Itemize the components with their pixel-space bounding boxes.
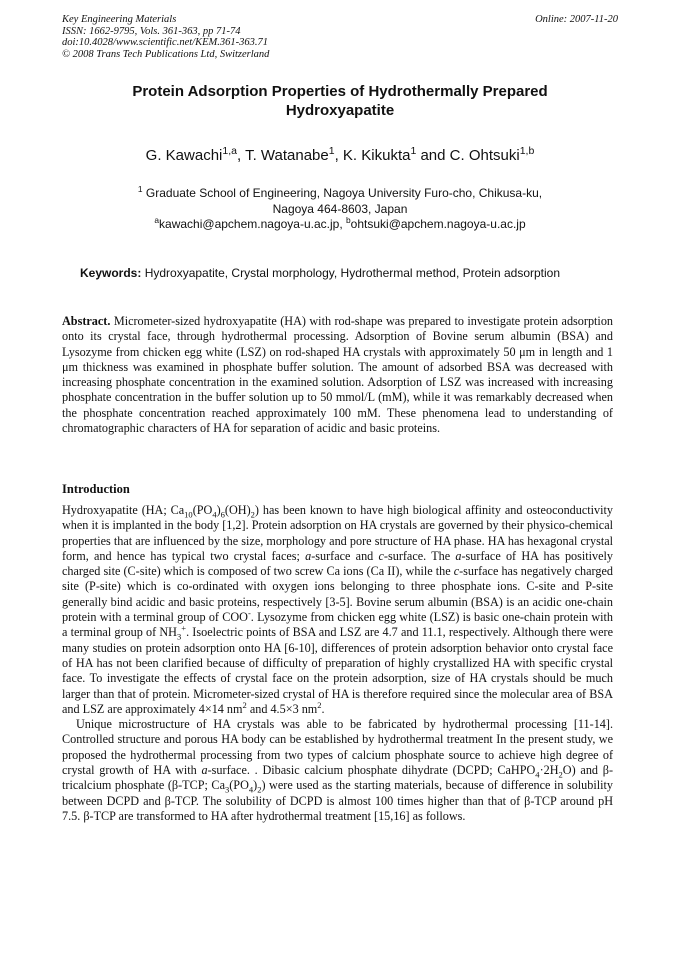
- affiliation-line-2: Nagoya 464-8603, Japan: [272, 201, 408, 216]
- keywords-line: [80, 266, 620, 281]
- email-a[interactable]: kawachi@apchem.nagoya-u.ac.jp,: [159, 217, 346, 231]
- author-affil-sup: 1,b: [519, 145, 535, 157]
- author-separator: ,: [236, 147, 246, 164]
- author-list: [62, 146, 618, 166]
- affiliation-block: [62, 186, 618, 233]
- affiliation-sup: 1: [137, 184, 143, 194]
- author-affil-sup: 1: [410, 145, 417, 157]
- intro-paragraph-1: Hydroxyapatite (HA; $Ca_{10}(PO_4)_6(OH)_2$) has been known to have high biological affinity and osteoconductivity when it is implanted in the body [1,2]. Protein adsorption on HA crystals are governed by their physico-chemical properties that are influenced by the size, morphology and pore structure of HA phase. HA has hexagonal crystal form, and hence has typical two crystal faces; a-surface and c-surface. The a-surface of HA has positively charged site (C-site) which is composed of two screw Ca ions (Ca II), while the c-surface has negatively charged site (P-site) which is co-ordinated with oxygen ions belonging to three phosphate ions. C-site and P-site generally bind acidic and basic proteins, respectively [3-5]. Bovine serum albumin (BSA) is an acidic one-chain protein with a terminal group of COO-. Lysozyme from chicken egg white (LSZ) is basic one-chain protein with a terminal group of $NH_3^+$. Isoelectric points of BSA and LSZ are 4.7 and 11.1, respectively. Although there were many studies on protein adsorption onto HA [6-10], differences of protein adsorption behavior onto crystal face of HA has not been clarified because of difficulty of preparation of highly crystallized HA with specific crystal face. To investigate the effects of crystal face on the protein adsorption, size of HA crystals should be much larger than that of protein. Micrometer-sized crystal of HA is therefore required since the molecular area of BSA and LSZ are approximately 4×14 $nm^2$ and 4.5×3 $nm^2$.: [62, 503, 614, 716]
- copyright-line: © 2008 Trans Tech Publications Ltd, Switzerland: [62, 48, 270, 60]
- abstract-text: Micrometer-sized hydroxyapatite (HA) with rod-shape was prepared to investigate protein adsorption onto its crystal face, through hydrothermal processing. Adsorption of Bovine serum albumin (BSA) and Lysozyme from chicken egg white (LSZ) on rod-shaped HA crystals with approximately 50 μm in length and 1 μm thickness was examined in phosphate buffer solution. The amount of adsorbed BSA was decreased with increasing phosphate concentration in the examined solution. Adsorption of LSZ was increased with increasing phosphate concentration in the buffer solution up to 50 mmol/L (mM), while it was remarkably decreased when the phosphate concentration reached approximately 100 mM. These phenomena lead to understanding of chromatographic characters of HA for separation of acidic and basic proteins.: [62, 314, 614, 436]
- journal-name: Key Engineering Materials: [62, 14, 177, 25]
- abstract-paragraph: [62, 314, 613, 436]
- abstract-label: Abstract.: [62, 314, 111, 328]
- email-line: [62, 217, 618, 233]
- email-b[interactable]: ohtsuki@apchem.nagoya-u.ac.jp: [350, 217, 526, 231]
- keywords-text: Hydroxyapatite, Crystal morphology, Hydrothermal method, Protein adsorption: [144, 266, 561, 280]
- author-separator: ,: [334, 147, 343, 164]
- author-name: C. Ohtsuki: [449, 147, 520, 164]
- author-name: T. Watanabe: [245, 147, 329, 164]
- email-a-sup: a: [154, 215, 160, 225]
- title-line-2: Hydroxyapatite: [285, 102, 395, 119]
- introduction-body: [62, 503, 613, 824]
- author-affil-sup: 1,a: [222, 145, 237, 157]
- author-name: G. Kawachi: [145, 147, 223, 164]
- online-date: Online: 2007-11-20: [535, 14, 618, 25]
- introduction-heading: Introduction: [62, 482, 130, 496]
- title-line-1: Protein Adsorption Properties of Hydrothermally Prepared: [132, 83, 548, 100]
- issn-line: ISSN: 1662-9795, Vols. 361-363, pp 71-74: [62, 25, 241, 37]
- paper-title: [62, 82, 618, 120]
- doi-line: doi:10.4028/www.scientific.net/KEM.361-363.71: [62, 37, 268, 48]
- keywords-label: Keywords:: [80, 266, 142, 280]
- author-separator: and: [416, 147, 450, 164]
- journal-header: [62, 14, 618, 60]
- email-b-sup: b: [346, 215, 351, 225]
- affiliation-line-1: $^1$ Graduate School of Engineering, Nagoya University Furo-cho, Chikusa-ku,: [137, 184, 543, 200]
- author-affil-sup: 1: [328, 145, 335, 157]
- author-name: K. Kikukta: [342, 147, 411, 164]
- intro-paragraph-2: Unique microstructure of HA crystals was able to be fabricated by hydrothermal processing [11-14]. Controlled structure and porous HA body can be established by hydrothermal treatment In the present study, we proposed the hydrothermal processing from two types of calcium phosphate source to achieve high degree of crystal growth of HA with a-surface. . Dibasic calcium phosphate dihydrate (DCPD; $CaHPO_4\cdot 2H_2O$) and β-tricalcium phosphate (β-TCP; $Ca_3(PO_4)_2$) were used as the starting materials, because of difference in solubility between DCPD and β-TCP. The solubility of DCPD is almost 100 times higher than that of β-TCP around pH 7.5. β-TCP are transformed to HA after hydrothermal treatment [15,16] as follows.: [62, 717, 614, 823]
